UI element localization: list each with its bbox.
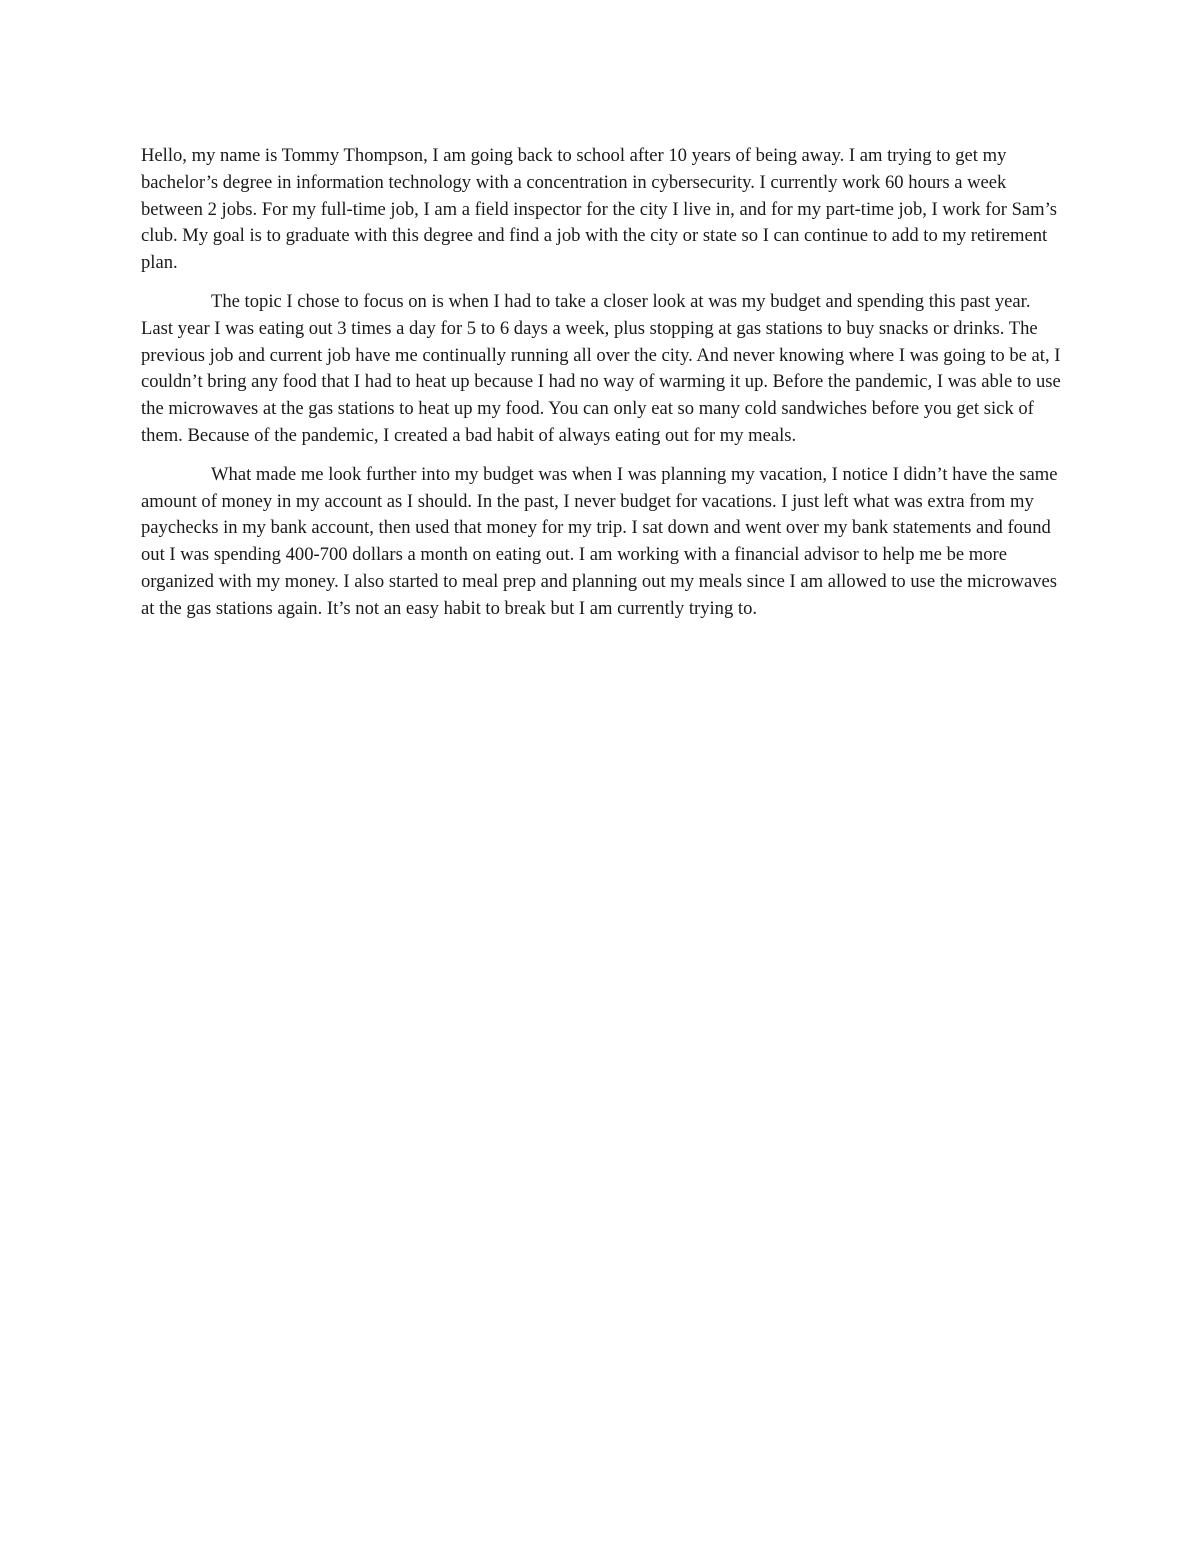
- paragraph-topic: The topic I chose to focus on is when I had to take a closer look at was my budget and spending this past year. Last year I was eating out 3 times a day for 5 to 6 days a week, plus stopping at gas stations to buy snacks or drinks. The previous job and current job have me continually running all over the city. And never knowing where I was going to be at, I couldn’t bring any food that I had to heat up because I had no way of warming it up. Before the pandemic, I was able to use the microwaves at the gas stations to heat up my food. You can only eat so many cold sandwiches before you get sick of them. Because of the pandemic, I created a bad habit of always eating out for my meals.: [141, 290, 1061, 446]
- document-body: [141, 143, 1061, 635]
- paragraph-budget: What made me look further into my budget was when I was planning my vacation, I notice I didn’t have the same amount of money in my account as I should. In the past, I never budget for vacations. I just left what was extra from my paychecks in my bank account, then used that money for my trip. I sat down and went over my bank statements and found out I was spending 400-700 dollars a month on eating out. I am working with a financial advisor to help me be more organized with my money. I also started to meal prep and planning out my meals since I am allowed to use the microwaves at the gas stations again. It’s not an easy habit to break but I am currently trying to.: [141, 463, 1058, 619]
- paragraph-intro: Hello, my name is Tommy Thompson, I am going back to school after 10 years of being away. I am trying to get my bachelor’s degree in information technology with a concentration in cybersecurity. I currently work 60 hours a week between 2 jobs. For my full-time job, I am a field inspector for the city I live in, and for my part-time job, I work for Sam’s club. My goal is to graduate with this degree and find a job with the city or state so I can continue to add to my retirement plan.: [141, 145, 1058, 274]
